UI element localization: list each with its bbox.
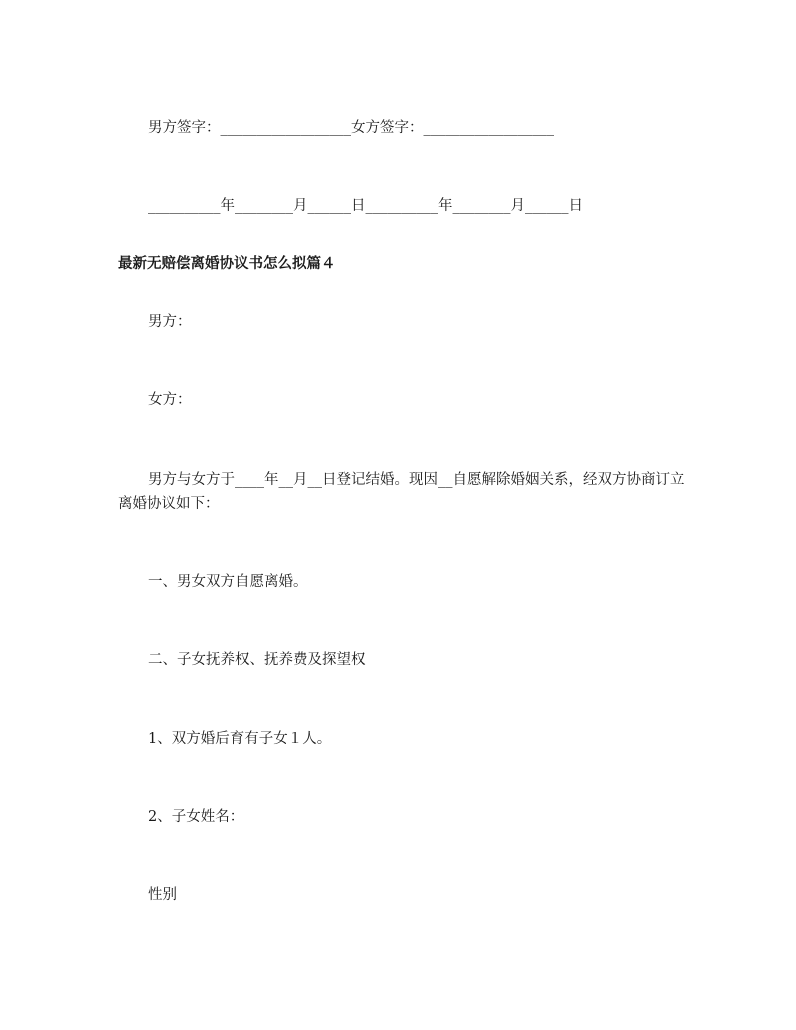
- female-signature-label: 女方签字：: [351, 120, 424, 136]
- gender-line: 性别: [148, 887, 177, 903]
- section-heading: 最新无赔偿离婚协议书怎么拟篇４: [118, 256, 336, 272]
- intro-paragraph: 男方与女方于____年__月__日登记结婚。现因__自愿解除婚姻关系，经双方协商订立离婚协议如下：: [118, 472, 685, 512]
- date-line: __________年________月______日__________年________月______日: [148, 198, 583, 214]
- clause-2: 二、子女抚养权、抚养费及探望权: [148, 652, 366, 668]
- item-2: 2、子女姓名：: [148, 809, 245, 825]
- male-party-line: 男方：: [148, 314, 192, 330]
- item-1: 1、双方婚后育有子女１人。: [148, 731, 332, 747]
- clause-1: 一、男女双方自愿离婚。: [148, 574, 308, 590]
- signature-line: [148, 118, 554, 138]
- male-signature-label: 男方签字：: [148, 120, 221, 136]
- female-party-line: 女方：: [148, 392, 192, 408]
- male-signature-blank: __________________: [220, 120, 351, 136]
- female-signature-blank: __________________: [423, 120, 554, 136]
